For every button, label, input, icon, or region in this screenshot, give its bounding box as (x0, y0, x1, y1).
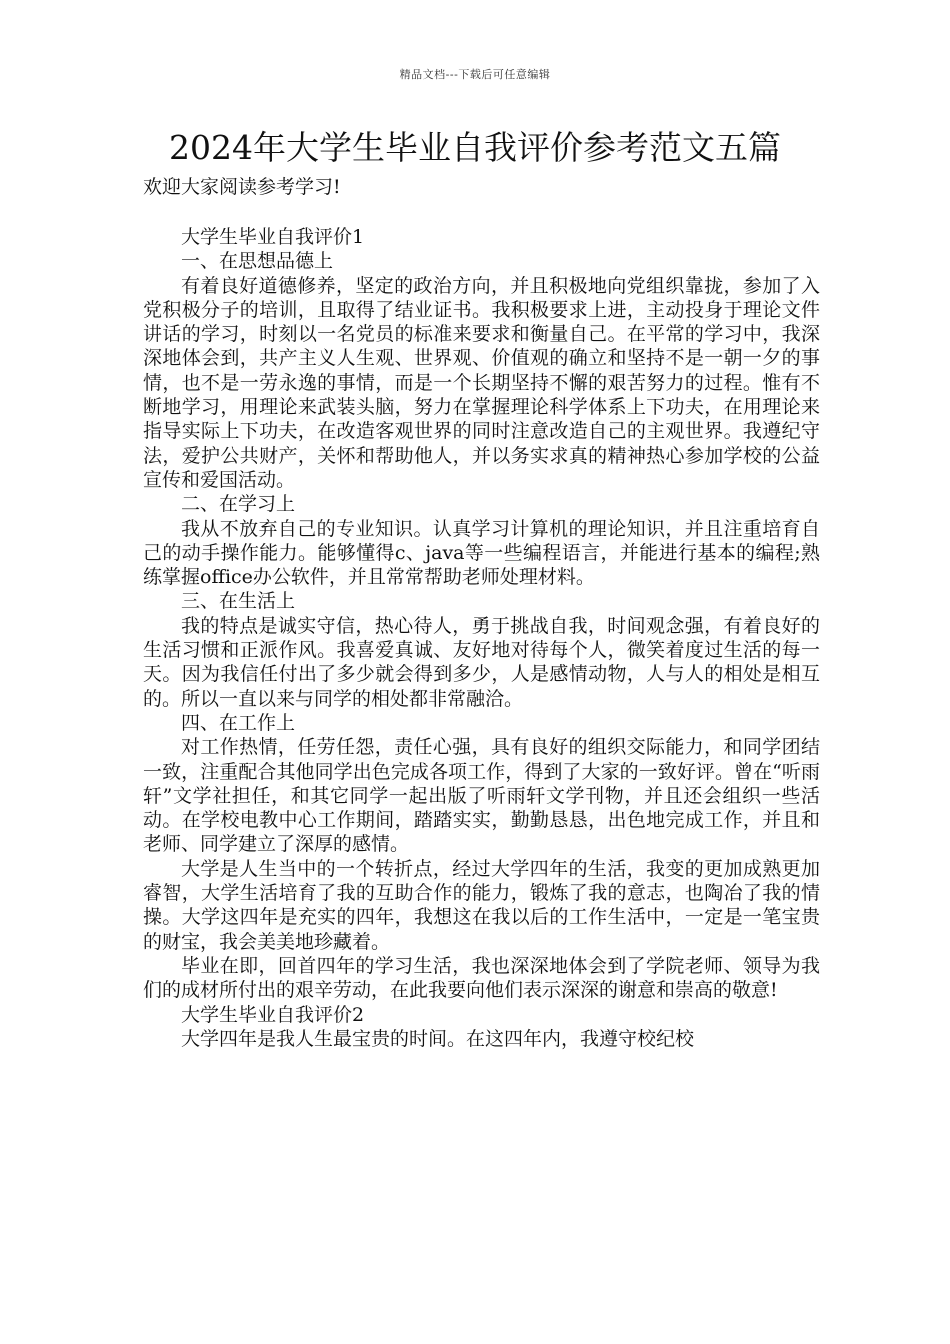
header-note: 精品文档---下载后可任意编辑 (399, 68, 551, 81)
subsection-heading: 三、在生活上 (181, 590, 296, 613)
section-heading: 大学生毕业自我评价1 (181, 226, 365, 248)
paragraph: 有着良好道德修养，坚定的政治方向，并且积极地向党组织靠拢，参加了入党积极分子的培训，且取得了结业证书。我积极要求上进，主动投身于理论文件讲话的学习，时刻以一名党员的标准来要求和衡量自己。在平常的学习中，我深深地体会到，共产主义人生观、世界观、价值观的确立和坚持不是一朝一夕的事情，也不是一劳永逸的事情，而是一个长期坚持不懈的艰苦努力的过程。惟有不断地学习，用理论来武装头脑，努力在掌握理论科学体系上下功夫，在用理论来指导实际上下功夫，在改造客观世界的同时注意改造自己的主观世界。我遵纪守法，爱护公共财产，关怀和帮助他人，并以务实求真的精神热心参加学校的公益宣传和爱国活动。 (143, 274, 820, 491)
subsection-heading: 四、在工作上 (181, 711, 296, 734)
subsection-heading: 二、在学习上 (181, 493, 296, 516)
welcome-line: 欢迎大家阅读参考学习! (143, 176, 341, 198)
paragraph: 对工作热情，任劳任怨，责任心强，具有良好的组织交际能力，和同学团结一致，注重配合其他同学出色完成各项工作，得到了大家的一致好评。曾在“听雨轩”文学社担任，和其它同学一起出版了听雨轩文学刊物，并且还会组织一些活动。在学校电教中心工作期间，踏踏实实，勤勤恳恳，出色地完成工作，并且和老师、同学建立了深厚的感情。 (143, 736, 820, 856)
paragraph: 大学是人生当中的一个转折点，经过大学四年的生活，我变的更加成熟更加睿智，大学生活培育了我的互助合作的能力，锻炼了我的意志，也陶冶了我的情操。大学这四年是充实的四年，我想这在我以后的工作生活中，一定是一笔宝贵的财宝，我会美美地珍藏着。 (143, 857, 820, 953)
document-body (143, 225, 820, 1051)
document-title: 2024年大学生毕业自我评价参考范文五篇 (169, 128, 781, 167)
subsection-heading: 一、在思想品德上 (181, 250, 334, 273)
paragraph: 大学四年是我人生最宝贵的时间。在这四年内，我遵守校纪校 (181, 1027, 695, 1050)
paragraph: 毕业在即，回首四年的学习生活，我也深深地体会到了学院老师、领导为我们的成材所付出的艰辛劳动，在此我要向他们表示深深的谢意和崇高的敬意! (143, 954, 820, 1002)
paragraph: 我从不放弃自己的专业知识。认真学习计算机的理论知识，并且注重培育自己的动手操作能力。能够懂得c、java等一些编程语言，并能进行基本的编程;熟练掌握office办公软件，并且常常帮助老师处理材料。 (143, 517, 820, 589)
paragraph: 我的特点是诚实守信，热心待人，勇于挑战自我，时间观念强，有着良好的生活习惯和正派作风。我喜爱真诚、友好地对待每个人，微笑着度过生活的每一天。因为我信任付出了多少就会得到多少，人是感情动物，人与人的相处是相互的。所以一直以来与同学的相处都非常融洽。 (143, 614, 820, 710)
section-heading: 大学生毕业自我评价2 (181, 1003, 365, 1026)
